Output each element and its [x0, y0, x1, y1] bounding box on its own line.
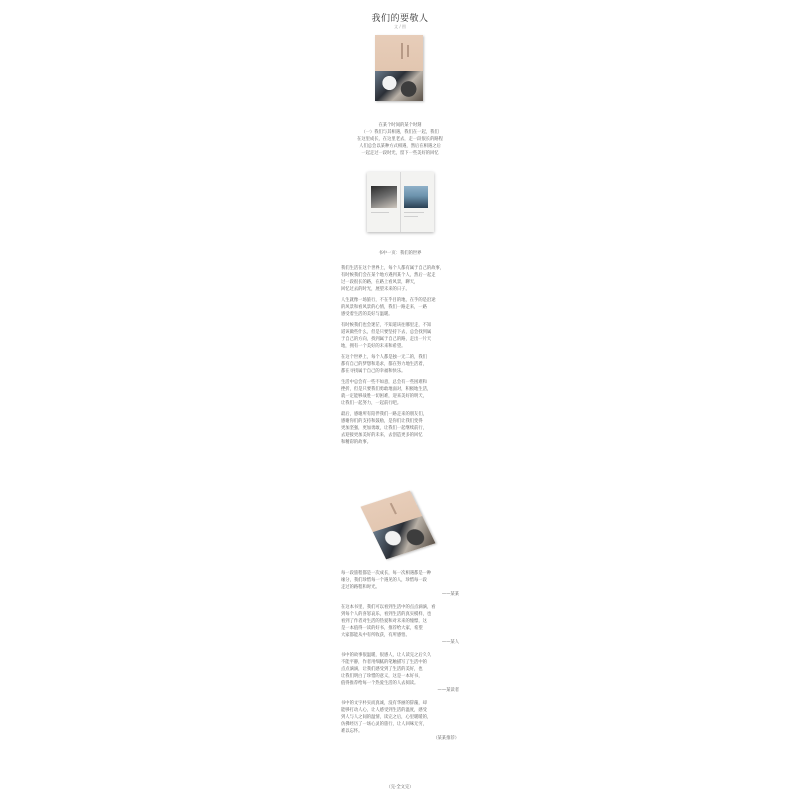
text-line: 就一定能够战胜一切困难，迎来美好的明天，	[341, 394, 427, 399]
quote-line: 书中的故事很温暖，很感人，让人读完之后久久	[341, 653, 432, 658]
paragraph	[341, 354, 459, 375]
page-subtitle: 文 / 图	[394, 24, 406, 29]
spread-caption: 书中一页：我们的世界	[378, 251, 422, 256]
text-line: 道该做些什么，但是只要坚持下去，总会找到属	[341, 330, 432, 335]
text-line: 过一段很长的路，在路上看风景，聊天，	[341, 280, 419, 285]
text-line: 感受着生活的美好与温暖。	[341, 312, 393, 317]
quote-line: 到人与人之间的温情，读完之后，心里暖暖的，	[341, 715, 432, 720]
text-line: 于自己的方向，找到属于自己的路，走出一片天	[341, 337, 432, 342]
intro-line: 一起走过一段时光，留下一些美好的回忆	[361, 151, 439, 156]
page-title: 我们的要敬人	[371, 14, 429, 24]
text-line: 去迎接更加美好的未来，去创造更多的回忆	[341, 433, 423, 438]
paragraph	[341, 265, 459, 293]
quote-line: 在这本书里，我们可以看到生活中的点点滴滴，看	[341, 605, 436, 610]
text-line: 在这个世界上，每个人都是独一无二的，我们	[341, 355, 427, 360]
text-line: 更加坚强，更加勇敢，让我们一起继续前行，	[341, 426, 427, 431]
quote-line: 是一本值得一读的好书，推荐给大家，希望	[341, 626, 423, 631]
text-line: 感谢你们的支持和鼓励，是你们让我们变得	[341, 419, 423, 424]
text-line: 和精彩的故事。	[341, 440, 372, 445]
quote-line: 让我们明白了珍惜的意义，这是一本好书，	[341, 674, 423, 679]
paragraph	[341, 297, 459, 318]
intro-line: 人们总会以某种方式相遇，然后在相遇之后	[359, 144, 441, 149]
article-body	[341, 265, 459, 446]
quote-block	[341, 604, 459, 646]
quote-line: 不能平静，作者用细腻的笔触描写了生活中的	[341, 660, 427, 665]
paragraph	[341, 379, 459, 407]
paragraph	[341, 322, 459, 350]
page-footer: （完·全文完）	[386, 785, 414, 790]
text-line: 有时候我们也会迷茫，不知道该往哪里走，不知	[341, 323, 432, 328]
text-line: 人生就像一场旅行，不在乎目的地，在乎的是沿途	[341, 298, 436, 303]
quote-line: 值得推荐给每一个热爱生活的人去阅读。	[341, 681, 419, 686]
text-line: 有时候我们会在某个地方遇到某个人，然后一起走	[341, 273, 436, 278]
quote-line: 大家都能从中有所收获，有所感悟。	[341, 633, 410, 638]
quotes-section	[341, 570, 459, 742]
intro-line: 在这里成长，在这里老去，走一段很长的路程	[357, 137, 443, 142]
intro-block	[341, 122, 459, 157]
book-cover-image	[375, 35, 423, 101]
text-line: 地，拥有一个美好的未来和希望。	[341, 344, 406, 349]
intro-line: 在某个时间的某个时刻	[378, 123, 422, 128]
text-line: 都有自己的梦想和追求，都在努力地生活着，	[341, 362, 427, 367]
quote-block	[341, 700, 459, 742]
quote-line: 难以忘怀。	[341, 729, 363, 734]
text-line: 回忆过去的时光，展望未来的日子。	[341, 287, 410, 292]
quote-line: 仿佛经历了一场心灵的旅行，让人回味无穷，	[341, 722, 427, 727]
paragraph	[341, 411, 459, 446]
quote-line: 能够打动人心，让人感受到生活的温度，感受	[341, 708, 427, 713]
text-line: 我们生活在这个世界上，每个人都有属于自己的故事，	[341, 266, 445, 271]
quote-line: 到每个人的喜怒哀乐，看到生活的真实模样，也	[341, 612, 432, 617]
book-cover-image-angled	[360, 491, 435, 560]
text-line: 最后，感谢所有陪伴我们一路走来的朋友们，	[341, 412, 427, 417]
quote-author: （某某推荐）	[433, 736, 459, 741]
text-line: 的风景和看风景的心情，我们一路走来，一路	[341, 305, 427, 310]
text-line: 都在寻找属于自己的幸福和快乐。	[341, 369, 406, 374]
text-line: 挫折，但是只要我们勇敢地面对，积极地生活，	[341, 387, 432, 392]
quote-author: ——某人	[441, 640, 459, 645]
quote-line: 书中的文字朴实而真诚，没有华丽的辞藻，却	[341, 701, 427, 706]
quote-author: ——某某	[441, 592, 459, 597]
quote-author: ——某读者	[437, 688, 459, 693]
intro-line: （一）我们与其相遇，我们在一起，我们	[361, 130, 439, 135]
book-spread-image	[367, 172, 434, 232]
quote-line: 点点滴滴，让我们感受到了生活的美好，也	[341, 667, 423, 672]
quote-line: 走过的路程和时光。	[341, 585, 380, 590]
quote-line: 缘分，我们珍惜每一个遇见的人，珍惜每一段	[341, 578, 427, 583]
text-line: 生活中总会有一些不如意，总会有一些困难和	[341, 380, 427, 385]
quote-line: 看到了作者对生活的热爱和对未来的憧憬，这	[341, 619, 427, 624]
quote-block	[341, 570, 459, 598]
quote-line: 每一段旅程都是一次成长，每一次相遇都是一种	[341, 571, 432, 576]
quote-block	[341, 652, 459, 694]
text-line: 让我们一起努力，一起前行吧。	[341, 401, 402, 406]
